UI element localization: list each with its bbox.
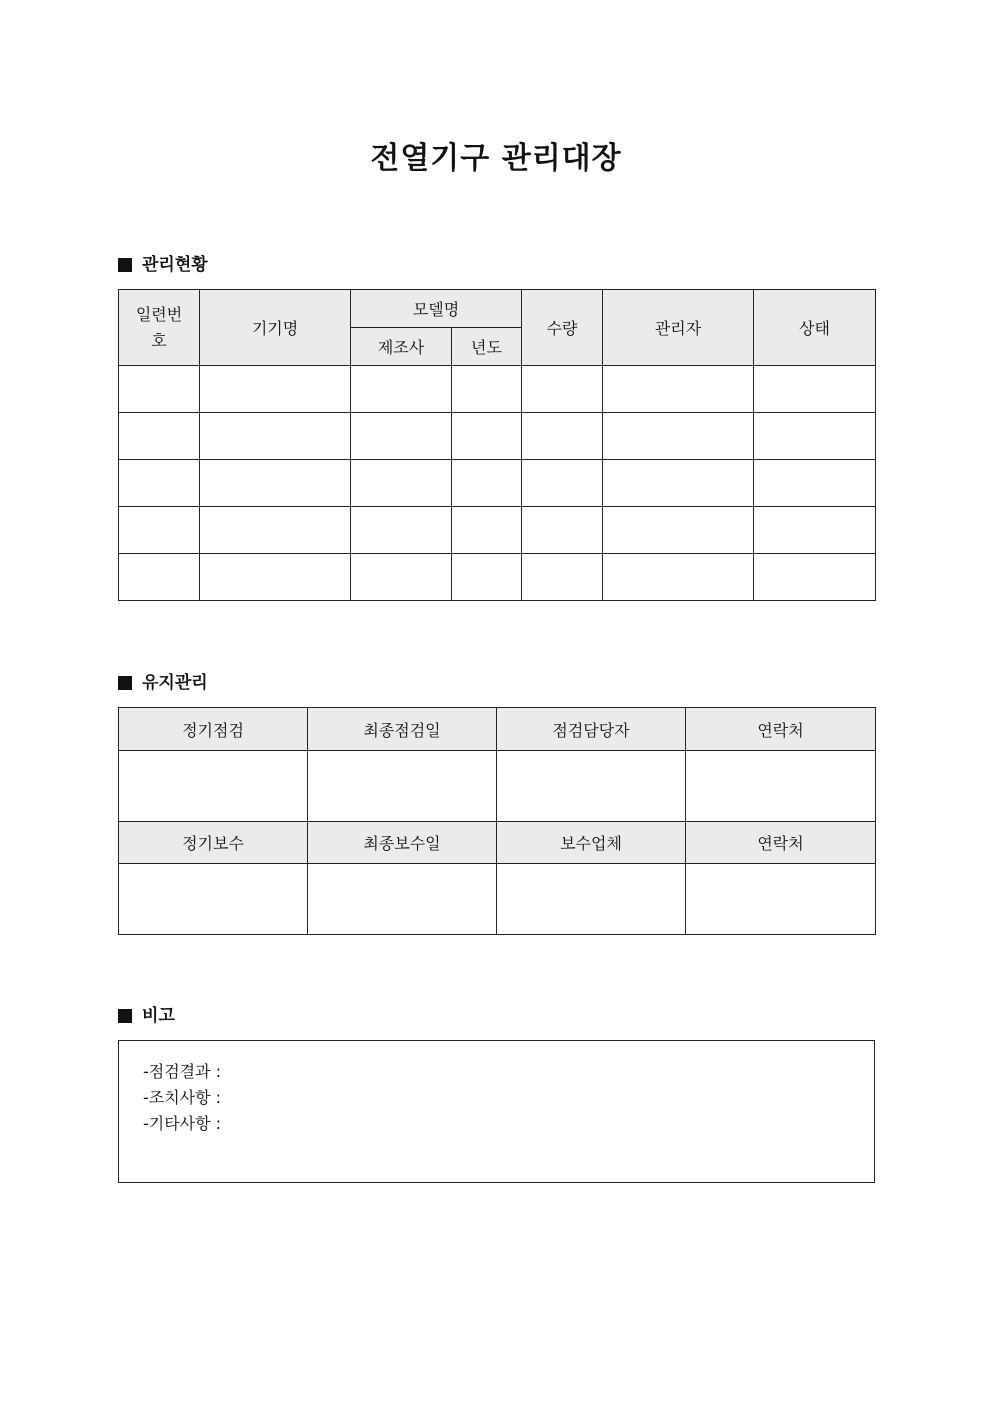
section-heading-status — [118, 253, 208, 277]
table-cell[interactable] — [119, 413, 200, 460]
table-cell[interactable] — [754, 460, 876, 507]
table-row — [119, 413, 876, 460]
table-cell[interactable] — [119, 864, 308, 935]
section-heading-label: 유지관리 — [142, 673, 208, 693]
table-cell[interactable] — [754, 366, 876, 413]
table-cell[interactable] — [522, 460, 603, 507]
header-manufacturer: 제조사 — [351, 328, 452, 366]
table-cell[interactable] — [200, 460, 351, 507]
remarks-action-taken: -조치사항 : — [143, 1088, 222, 1107]
table-cell[interactable] — [522, 554, 603, 601]
table-cell[interactable] — [754, 413, 876, 460]
table-cell[interactable] — [603, 554, 754, 601]
header-manager: 관리자 — [603, 290, 754, 366]
table-cell[interactable] — [603, 413, 754, 460]
header-inspection-manager: 점검담당자 — [497, 708, 686, 751]
table-cell[interactable] — [200, 413, 351, 460]
table-cell[interactable] — [452, 507, 522, 554]
page-title: 전열기구 관리대장 — [370, 141, 622, 176]
header-last-inspection-date: 최종점검일 — [308, 708, 497, 751]
table-cell[interactable] — [119, 366, 200, 413]
header-condition: 상태 — [754, 290, 876, 366]
header-serial-line2: 호 — [151, 330, 167, 350]
remarks-other-notes: -기타사항 : — [143, 1114, 222, 1133]
table-cell[interactable] — [603, 507, 754, 554]
table-cell[interactable] — [452, 554, 522, 601]
table-cell[interactable] — [351, 554, 452, 601]
table-cell[interactable] — [119, 554, 200, 601]
header-serial-line1: 일련번 — [135, 304, 183, 324]
header-last-repair-date: 최종보수일 — [308, 822, 497, 864]
table-cell[interactable] — [200, 554, 351, 601]
status-table — [118, 289, 876, 601]
table-cell[interactable] — [603, 366, 754, 413]
table-cell[interactable] — [522, 366, 603, 413]
header-year: 년도 — [452, 328, 522, 366]
remarks-inspection-result: -점검결과 : — [143, 1062, 222, 1081]
header-contact: 연락처 — [686, 708, 876, 751]
table-cell[interactable] — [351, 460, 452, 507]
table-cell[interactable] — [119, 460, 200, 507]
table-cell[interactable] — [119, 751, 308, 822]
table-row — [119, 460, 876, 507]
header-device-name: 기기명 — [200, 290, 351, 366]
header-regular-repair: 정기보수 — [119, 822, 308, 864]
maintenance-table — [118, 707, 876, 935]
table-cell[interactable] — [686, 751, 876, 822]
section-heading-label: 비고 — [142, 1006, 175, 1026]
table-cell[interactable] — [754, 554, 876, 601]
table-row — [119, 864, 876, 935]
table-cell[interactable] — [754, 507, 876, 554]
table-cell[interactable] — [351, 366, 452, 413]
table-cell[interactable] — [308, 864, 497, 935]
table-cell[interactable] — [603, 460, 754, 507]
header-quantity: 수량 — [522, 290, 603, 366]
square-bullet-icon — [118, 676, 132, 690]
table-cell[interactable] — [351, 413, 452, 460]
table-cell[interactable] — [308, 751, 497, 822]
table-cell[interactable] — [119, 507, 200, 554]
remarks-box[interactable] — [118, 1040, 875, 1183]
table-cell[interactable] — [351, 507, 452, 554]
table-row — [119, 751, 876, 822]
table-cell[interactable] — [522, 413, 603, 460]
square-bullet-icon — [118, 1009, 132, 1023]
header-model-name: 모델명 — [351, 290, 522, 328]
table-cell[interactable] — [686, 864, 876, 935]
section-heading-label: 관리현황 — [142, 255, 208, 275]
table-row — [119, 507, 876, 554]
table-cell[interactable] — [522, 507, 603, 554]
section-heading-maintenance — [118, 671, 208, 695]
table-row — [119, 554, 876, 601]
table-cell[interactable] — [452, 460, 522, 507]
header-contact: 연락처 — [686, 822, 876, 864]
table-cell[interactable] — [452, 413, 522, 460]
table-cell[interactable] — [452, 366, 522, 413]
table-cell[interactable] — [200, 366, 351, 413]
table-cell[interactable] — [497, 751, 686, 822]
header-repair-company: 보수업체 — [497, 822, 686, 864]
section-heading-remarks — [118, 1004, 175, 1028]
table-row — [119, 366, 876, 413]
header-serial-number — [119, 290, 200, 366]
header-regular-inspection: 정기점검 — [119, 708, 308, 751]
table-cell[interactable] — [200, 507, 351, 554]
table-cell[interactable] — [497, 864, 686, 935]
square-bullet-icon — [118, 258, 132, 272]
